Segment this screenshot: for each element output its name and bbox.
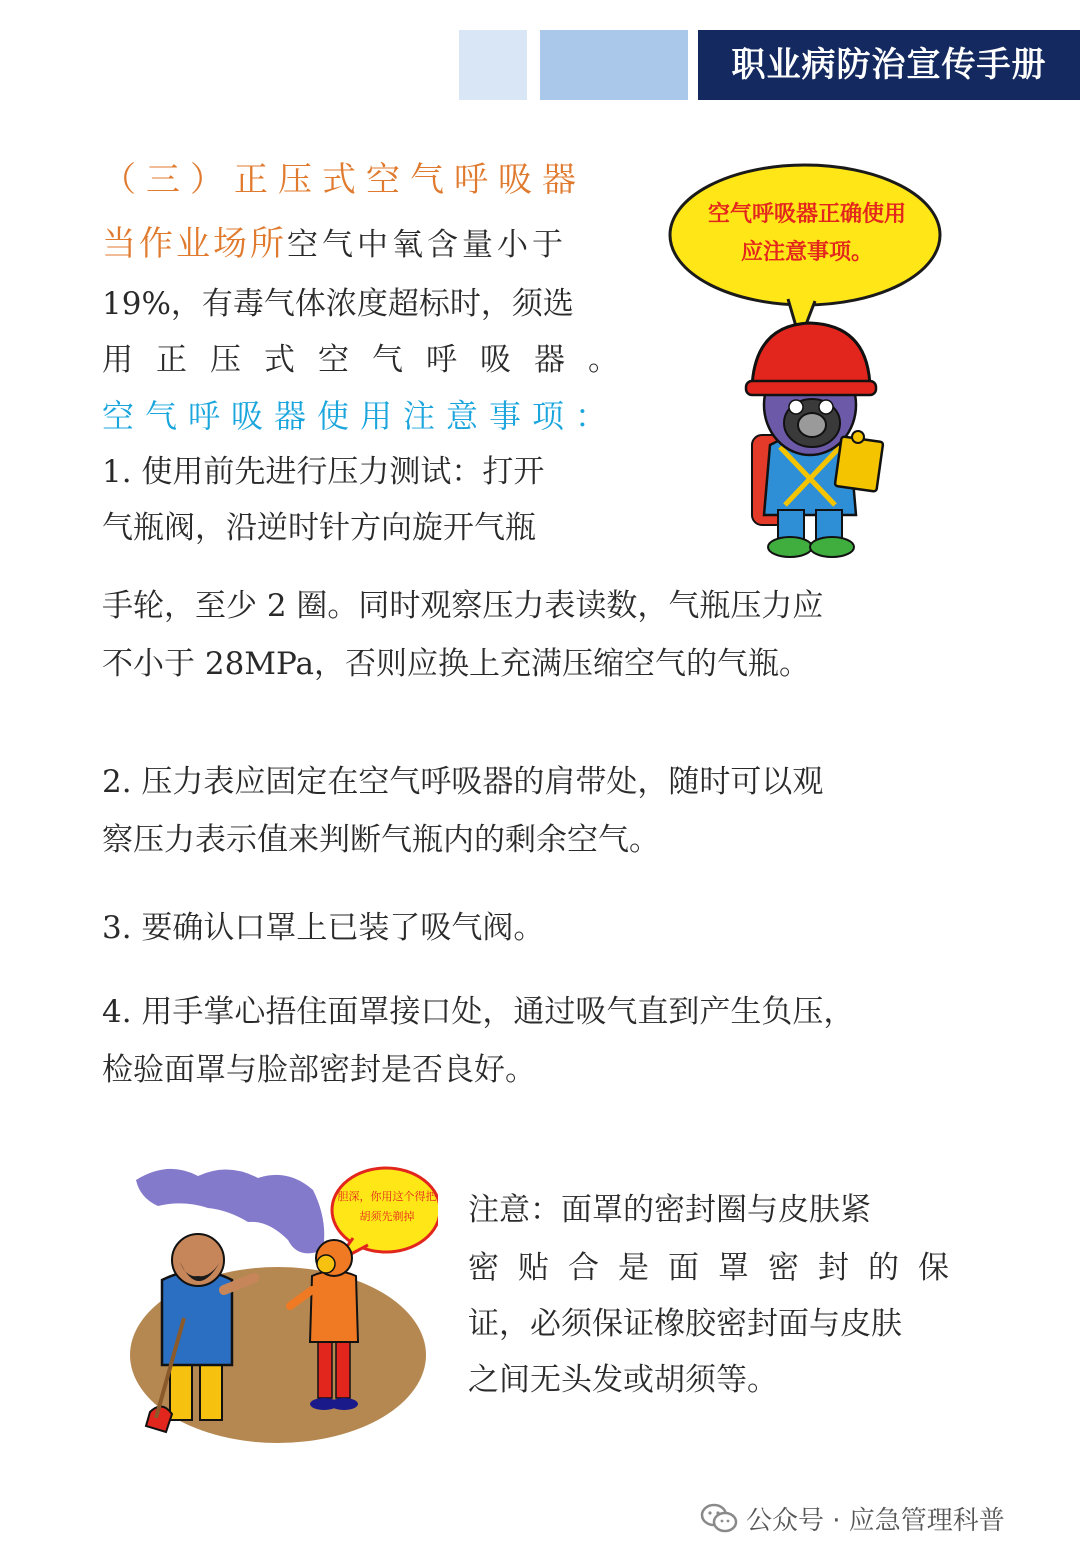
bottom-bubble-line-1: 胆深，你用这个得把	[337, 1190, 437, 1203]
intro-line-1	[102, 222, 567, 267]
caution-line-1: 注意：面罩的密封圈与皮肤紧	[468, 1192, 871, 1228]
wechat-icon	[700, 1502, 738, 1534]
bottom-bubble-line-2: 胡须先剃掉	[359, 1210, 415, 1223]
intro-rest: 空气中氧含量小于	[287, 227, 567, 263]
item-2-line-1: 2. 压力表应固定在空气呼吸器的肩带处，随时可以观	[102, 764, 824, 800]
item-1-line-3: 手轮，至少 2 圈。同时观察压力表读数，气瓶压力应	[102, 588, 824, 624]
intro-highlight: 当作业场所	[102, 224, 287, 264]
item-1-line-4: 不小于 28MPa，否则应换上充满压缩空气的气瓶。	[102, 646, 810, 682]
intro-line-2: 19%，有毒气体浓度超标时，须选	[102, 286, 574, 322]
item-4-line-1: 4. 用手掌心捂住面罩接口处，通过吸气直到产生负压，	[102, 994, 855, 1030]
intro-line-3: 用正压式空气呼吸器。	[102, 342, 642, 378]
item-2-line-2: 察压力表示值来判断气瓶内的剩余空气。	[102, 822, 660, 858]
item-4-line-2: 检验面罩与脸部密封是否良好。	[102, 1052, 536, 1088]
footer-watermark	[700, 1498, 1005, 1538]
item-3-line-1: 3. 要确认口罩上已装了吸气阀。	[102, 910, 545, 946]
item-1-line-1: 1. 使用前先进行压力测试：打开	[102, 454, 545, 490]
header-title: 职业病防治宣传手册	[698, 30, 1080, 100]
section-title: （三）正压式空气呼吸器	[102, 160, 586, 200]
caution-line-3: 证，必须保证橡胶密封面与皮肤	[468, 1306, 902, 1342]
item-1-line-2: 气瓶阀，沿逆时针方向旋开气瓶	[102, 510, 536, 546]
top-bubble-line-1: 空气呼吸器正确使用	[707, 202, 906, 227]
footer-label: 公众号 · 应急管理科普	[746, 1505, 1005, 1536]
header-deco-light	[459, 30, 527, 100]
caution-line-4: 之间无头发或胡须等。	[468, 1362, 778, 1398]
header-deco-mid	[540, 30, 688, 100]
notes-heading: 空气呼吸器使用注意事项：	[102, 397, 619, 435]
caution-line-2: 密贴合是面罩密封的保	[468, 1250, 968, 1286]
top-bubble-line-2: 应注意事项。	[740, 240, 873, 265]
